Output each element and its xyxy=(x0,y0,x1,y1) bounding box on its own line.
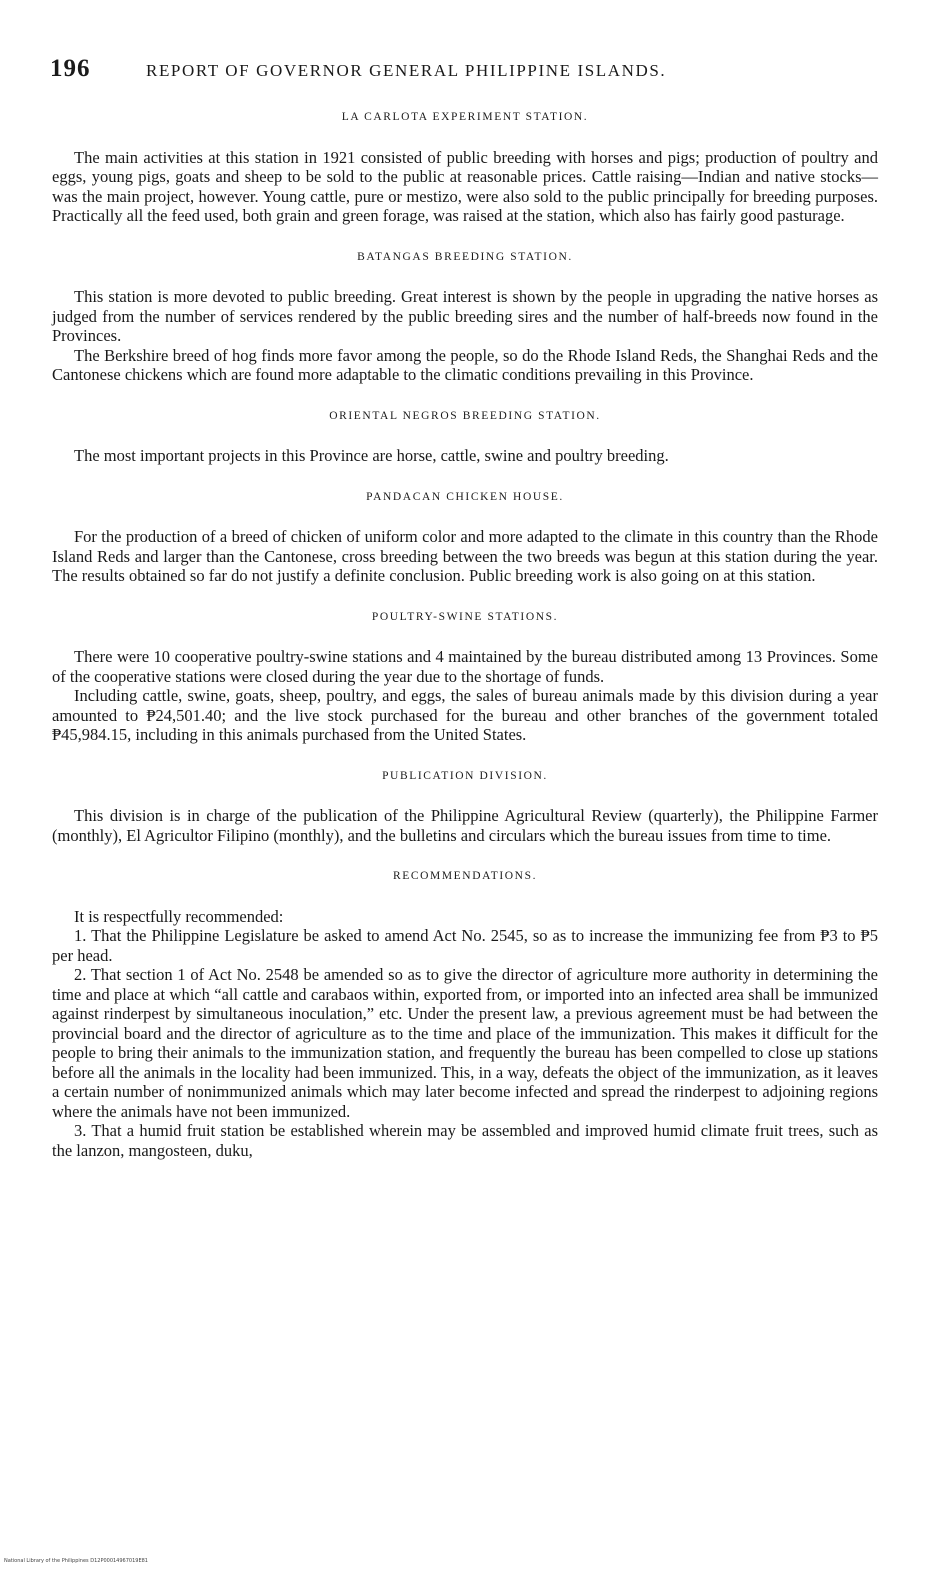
section-heading-recommendations: RECOMMENDATIONS. xyxy=(392,870,538,882)
section-heading-publication: PUBLICATION DIVISION. xyxy=(382,769,548,782)
section-heading-oriental-negros: ORIENTAL NEGROS BREEDING STATION. xyxy=(329,409,601,422)
page-number: 196 xyxy=(50,55,91,82)
paragraph: It is respectfully recommended: xyxy=(74,906,284,926)
paragraph: This station is more devoted to public breeding. Great interest is shown by the people in upgrading the native horses as judged from the number of services rendered by the public breeding sires and the number of half-breeds now found in the Provinces. xyxy=(52,287,878,345)
paragraph: 2. That section 1 of Act No. 2548 be amended so as to give the director of agriculture more authority in determining the time and place at which “all cattle and carabaos within, exported from, or imported into an infected area shall be immunized against rinderpest by simultaneous inoculation,” etc. Under the present law, a previous agreement must be had between the provincial board and the director of agriculture as to the time and place of the immunization. This makes it difficult for the people to bring their animals to the immunization station, and frequently the bureau has been compelled to close up stations before all the animals in the locality had been immunized. This, in a way, defeats the object of the immunization, as it leaves a certain number of nonimmunized animals which may later become infected and spread the rinderpest to adjoining regions where the animals have not been immunized. xyxy=(52,965,878,1121)
paragraph: 3. That a humid fruit station be established wherein may be assembled and improved humid climate fruit trees, such as the lanzon, mangosteen, duku, xyxy=(52,1121,878,1160)
paragraph: There were 10 cooperative poultry-swine stations and 4 maintained by the bureau distributed among 13 Provinces. Some of the cooperative stations were closed during the year due to the shortage of funds. xyxy=(52,647,878,686)
section-heading-la-carlota: LA CARLOTA EXPERIMENT STATION. xyxy=(341,111,589,123)
paragraph: The most important projects in this Province are horse, cattle, swine and poultry breeding. xyxy=(74,446,669,465)
paragraph: Including cattle, swine, goats, sheep, poultry, and eggs, the sales of bureau animals made by this division during a year amounted to ₱24,501.40; and the live stock purchased for the bureau and other branches of the government totaled ₱45,984.15, including in this animals purchased from the United States. xyxy=(52,686,878,744)
paragraph: This division is in charge of the publication of the Philippine Agricultural Review (quarterly), the Philippine Farmer (monthly), El Agricultor Filipino (monthly), and the bulletins and circulars which the bureau issues from time to time. xyxy=(52,806,878,845)
section-heading-poultry-swine: POULTRY-SWINE STATIONS. xyxy=(371,610,559,623)
paragraph: 1. That the Philippine Legislature be asked to amend Act No. 2545, so as to increase the immunizing fee from ₱3 to ₱5 per head. xyxy=(52,926,878,965)
page-header xyxy=(50,55,880,89)
paragraph: For the production of a breed of chicken of uniform color and more adapted to the climate in this country than the Rhode Island Reds and larger than the Cantonese, cross breeding between the two breeds was begun at this station during the year. The results obtained so far do not justify a definite conclusion. Public breeding work is also going on at this station. xyxy=(52,527,878,585)
paragraph: The Berkshire breed of hog finds more favor among the people, so do the Rhode Island Reds, the Shanghai Reds and the Cantonese chickens which are found more adaptable to the climatic conditions prevailing in this Province. xyxy=(52,345,878,384)
section-heading-batangas: BATANGAS BREEDING STATION. xyxy=(357,250,573,263)
paragraph: The main activities at this station in 1921 consisted of public breeding with horses and pigs; production of poultry and eggs, young pigs, goats and sheep to be sold to the public at reasonable prices. Cattle raising—Indian and native stocks—was the main project, however. Young cattle, pure or mestizo, were also sold to the public principally for breeding purposes. Practically all the feed used, both grain and green forage, was raised at the station, which also has fairly good pasturage. xyxy=(52,147,878,225)
scan-footer: National Library of the Philippines D12P00014967019E81 xyxy=(4,1558,148,1564)
body-text xyxy=(52,108,878,1160)
section-heading-pandacan: PANDACAN CHICKEN HOUSE. xyxy=(366,490,564,503)
running-title: REPORT OF GOVERNOR GENERAL PHILIPPINE ISLANDS. xyxy=(146,61,667,80)
